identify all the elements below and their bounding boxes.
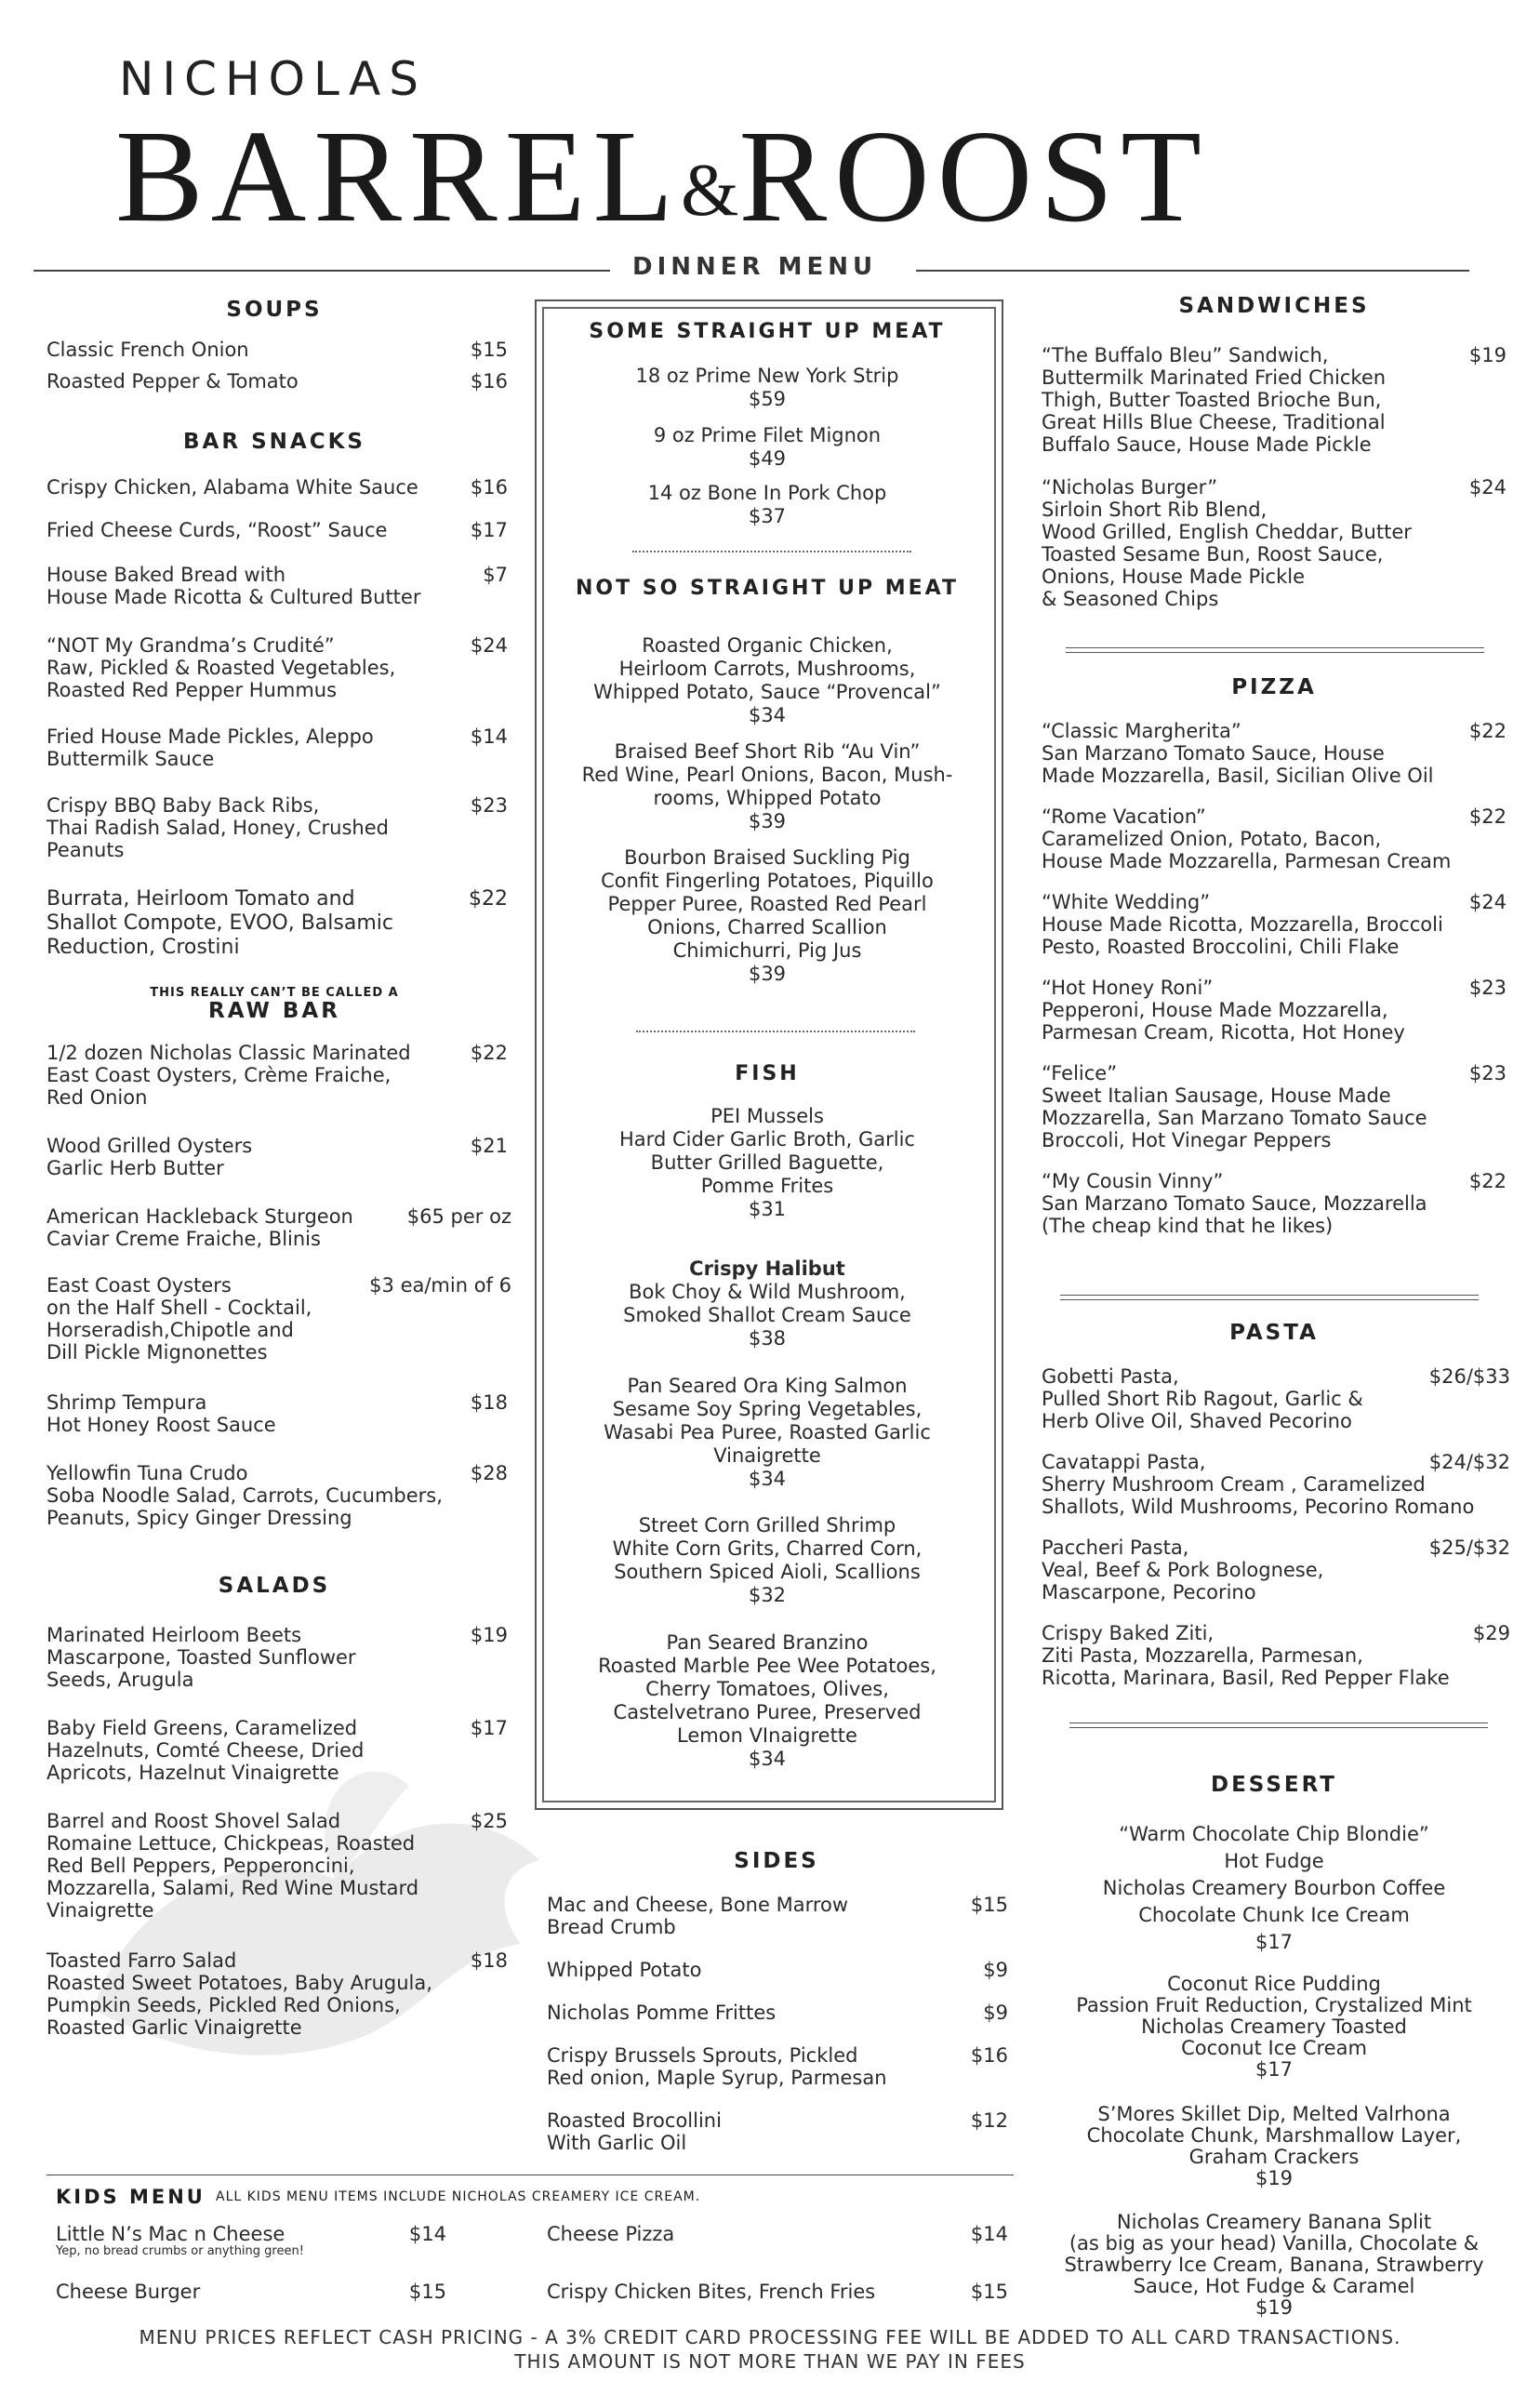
footer-line-1: MENU PRICES REFLECT CASH PRICING - A 3% CREDIT CARD PROCESSING FEE WILL BE ADDED TO ALL CARD TRANSACTIONS.: [139, 2326, 1401, 2348]
menu-item: Fried Cheese Curds, “Roost” Sauce $17: [46, 519, 508, 541]
menu-item: PEI Mussels Hard Cider Garlic Broth, Garlic Butter Grilled Baguette, Pomme Frites $31: [619, 1105, 915, 1220]
menu-item: Crispy Brussels Sprouts, Pickled Red onion, Maple Syrup, Parmesan $16: [547, 2044, 1008, 2089]
menu-item: Street Corn Grilled Shrimp White Corn Grits, Charred Corn, Southern Spiced Aioli, Scallions $32: [612, 1514, 923, 1606]
menu-item: Wood Grilled Oysters Garlic Herb Butter $21: [46, 1135, 508, 1179]
menu-item: Burrata, Heirloom Tomato and Shallot Compote, EVOO, Balsamic Reduction, Crostini $22: [46, 887, 508, 959]
raw-bar-note: THIS REALLY CAN’T BE CALLED A: [150, 986, 399, 1000]
menu-item: Shrimp Tempura Hot Honey Roost Sauce $18: [46, 1391, 508, 1436]
menu-item: Toasted Farro Salad Roasted Sweet Potatoes, Baby Arugula, Pumpkin Seeds, Pickled Red Onions, Roasted Garlic Vinaigrette $18: [46, 1949, 508, 2039]
menu-item: Roasted Pepper & Tomato $16: [46, 370, 508, 392]
brand-main-right: ROOST: [738, 102, 1209, 249]
menu-item: “Felice” Sweet Italian Sausage, House Made Mozzarella, San Marzano Tomato Sauce Broccoli, Hot Vinegar Peppers $23: [1042, 1062, 1507, 1151]
menu-item: “Hot Honey Roni” Pepperoni, House Made Mozzarella, Parmesan Cream, Ricotta, Hot Honey $23: [1042, 977, 1507, 1044]
menu-item: East Coast Oysters on the Half Shell - Cocktail, Horseradish,Chipotle and Dill Pickle Mignonettes $3 ea/min of 6: [46, 1274, 511, 1363]
menu-item: 1/2 dozen Nicholas Classic Marinated East Coast Oysters, Crème Fraiche, Red Onion $22: [46, 1042, 508, 1109]
pasta-title: PASTA: [1229, 1321, 1319, 1345]
sandwiches-title: SANDWICHES: [1178, 294, 1370, 318]
menu-item: Pan Seared Branzino Roasted Marble Pee Wee Potatoes, Cherry Tomatoes, Olives, Castelvetrano Puree, Preserved Lemon VInaigrette $34: [598, 1631, 936, 1770]
menu-item: S’Mores Skillet Dip, Melted Valrhona Chocolate Chunk, Marshmallow Layer, Graham Crackers $19: [1086, 2103, 1462, 2189]
menu-item: Roasted Brocollini With Garlic Oil $12: [547, 2109, 1008, 2154]
brand-ampersand: &: [681, 150, 739, 232]
double-divider: [1066, 647, 1484, 653]
menu-item: Crispy Chicken Bites, French Fries $15: [547, 2281, 1008, 2303]
menu-item: Crispy Chicken, Alabama White Sauce $16: [46, 476, 508, 499]
menu-item: Crispy BBQ Baby Back Ribs, Thai Radish Salad, Honey, Crushed Peanuts $23: [46, 794, 508, 861]
menu-item: Whipped Potato $9: [547, 1959, 1008, 1981]
menu-item: Little N’s Mac n Cheese Yep, no bread crumbs or anything green! $14: [56, 2223, 446, 2258]
menu-item: Gobetti Pasta, Pulled Short Rib Ragout, Garlic & Herb Olive Oil, Shaved Pecorino $26/$33: [1042, 1365, 1510, 1432]
pizza-title: PIZZA: [1231, 675, 1317, 699]
menu-item: American Hackleback Sturgeon Caviar Creme Fraiche, Blinis $65 per oz: [46, 1205, 511, 1250]
menu-item: Cavatappi Pasta, Sherry Mushroom Cream , Caramelized Shallots, Wild Mushrooms, Pecorino Romano $24/$32: [1042, 1451, 1510, 1518]
menu-item: “Rome Vacation” Caramelized Onion, Potato, Bacon, House Made Mozzarella, Parmesan Cream $22: [1042, 805, 1507, 872]
dotted-divider: [636, 1031, 915, 1032]
menu-item: Fried House Made Pickles, Aleppo Buttermilk Sauce $14: [46, 725, 508, 770]
menu-item: “Warm Chocolate Chip Blondie” Hot Fudge Nicholas Creamery Bourbon Coffee Chocolate Chunk Ice Cream $17: [1102, 1823, 1446, 1953]
menu-item: Paccheri Pasta, Veal, Beef & Pork Bolognese, Mascarpone, Pecorino $25/$32: [1042, 1536, 1510, 1603]
footer-line-2: THIS AMOUNT IS NOT MORE THAN WE PAY IN FEES: [514, 2350, 1026, 2373]
menu-item: Crispy Halibut Bok Choy & Wild Mushroom, Smoked Shallot Cream Sauce $38: [623, 1257, 911, 1350]
menu-item: Marinated Heirloom Beets Mascarpone, Toasted Sunflower Seeds, Arugula $19: [46, 1624, 508, 1691]
header-rule-right: [916, 270, 1469, 272]
menu-item: Nicholas Creamery Banana Split (as big as your head) Vanilla, Chocolate & Strawberry Ice Cream, Banana, Strawberry Sauce, Hot Fudge & Caramel $19: [1064, 2211, 1484, 2319]
menu-item: Braised Beef Short Rib “Au Vin” Red Wine, Pearl Onions, Bacon, Mush- rooms, Whipped Potato $39: [581, 740, 953, 832]
menu-item: House Baked Bread with House Made Ricotta & Cultured Butter $7: [46, 564, 508, 608]
bar-snacks-title: BAR SNACKS: [183, 430, 365, 454]
double-divider: [1060, 1295, 1479, 1300]
brand-main: [115, 102, 1209, 249]
sides-title: SIDES: [734, 1849, 819, 1873]
menu-item: “My Cousin Vinny” San Marzano Tomato Sauce, Mozzarella (The cheap kind that he likes) $22: [1042, 1170, 1507, 1237]
menu-item: “White Wedding” House Made Ricotta, Mozzarella, Broccoli Pesto, Roasted Broccolini, Chili Flake $24: [1042, 891, 1507, 958]
menu-item: Bourbon Braised Suckling Pig Confit Fingerling Potatoes, Piquillo Pepper Puree, Roasted Red Pearl Onions, Charred Scallion Chimichurri, Pig Jus $39: [601, 846, 934, 985]
menu-item: 9 oz Prime Filet Mignon $49: [653, 424, 882, 470]
header-rule-left: [33, 270, 610, 272]
kids-title: KIDS MENU: [56, 2186, 206, 2208]
menu-item: “Nicholas Burger” Sirloin Short Rib Blend, Wood Grilled, English Cheddar, Butter Toasted Sesame Bun, Roost Sauce, Onions, House Made Pickle & Seasoned Chips $24: [1042, 476, 1507, 610]
menu-item: Classic French Onion $15: [46, 339, 508, 361]
menu-item: Nicholas Pomme Frittes $9: [547, 2002, 1008, 2024]
menu-item: Baby Field Greens, Caramelized Hazelnuts, Comté Cheese, Dried Apricots, Hazelnut Vinaigrette $17: [46, 1717, 508, 1784]
not-meat-title: NOT SO STRAIGHT UP MEAT: [575, 577, 960, 600]
dessert-title: DESSERT: [1211, 1773, 1337, 1797]
menu-item: “NOT My Grandma’s Crudité” Raw, Pickled & Roasted Vegetables, Roasted Red Pepper Hummus $24: [46, 634, 508, 701]
menu-item: Coconut Rice Pudding Passion Fruit Reduction, Crystalized Mint Nicholas Creamery Toasted Coconut Ice Cream $17: [1076, 1973, 1472, 2081]
kids-note: ALL KIDS MENU ITEMS INCLUDE NICHOLAS CREAMERY ICE CREAM.: [216, 2189, 701, 2204]
brand-main-left: BARREL: [115, 102, 682, 249]
menu-subtitle: DINNER MENU: [632, 253, 878, 281]
menu-item: Roasted Organic Chicken, Heirloom Carrots, Mushrooms, Whipped Potato, Sauce “Provencal” $34: [593, 634, 941, 726]
brand-top: NICHOLAS: [119, 52, 427, 106]
menu-item: Cheese Pizza $14: [547, 2223, 1008, 2245]
menu-item: 14 oz Bone In Pork Chop $37: [647, 482, 887, 527]
fish-title: FISH: [735, 1062, 800, 1085]
menu-item: Crispy Baked Ziti, Ziti Pasta, Mozzarella, Parmesan, Ricotta, Marinara, Basil, Red Pepper Flake $29: [1042, 1622, 1510, 1689]
menu-item: Cheese Burger $15: [56, 2281, 446, 2303]
menu-item: Yellowfin Tuna Crudo Soba Noodle Salad, Carrots, Cucumbers, Peanuts, Spicy Ginger Dressing $28: [46, 1462, 508, 1529]
raw-bar-title: RAW BAR: [208, 999, 340, 1023]
menu-item: Barrel and Roost Shovel Salad Romaine Lettuce, Chickpeas, Roasted Red Bell Peppers, Pepperoncini, Mozzarella, Salami, Red Wine Mustard Vinaigrette $25: [46, 1810, 508, 1922]
salads-title: SALADS: [218, 1574, 331, 1598]
menu-item: “Classic Margherita” San Marzano Tomato Sauce, House Made Mozzarella, Basil, Sicilian Olive Oil $22: [1042, 720, 1507, 787]
meat-title: SOME STRAIGHT UP MEAT: [589, 320, 946, 343]
dotted-divider: [632, 551, 911, 552]
menu-item: Mac and Cheese, Bone Marrow Bread Crumb $15: [547, 1894, 1008, 1938]
double-divider: [1069, 1723, 1488, 1728]
menu-item: 18 oz Prime New York Strip $59: [635, 365, 899, 410]
menu-item: Pan Seared Ora King Salmon Sesame Soy Spring Vegetables, Wasabi Pea Puree, Roasted Garlic Vinaigrette $34: [604, 1375, 931, 1490]
menu-item: “The Buffalo Bleu” Sandwich, Buttermilk Marinated Fried Chicken Thigh, Butter Toasted Brioche Bun, Great Hills Blue Cheese, Traditional Buffalo Sauce, House Made Pickle $19: [1042, 344, 1507, 456]
soups-title: SOUPS: [226, 298, 323, 322]
